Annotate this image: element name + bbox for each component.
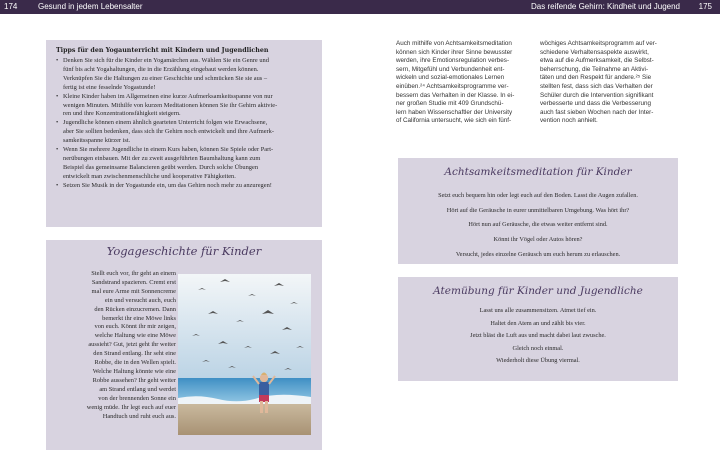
body-column-right	[540, 40, 680, 126]
body-line: werden, ihre Emotionsregulation verbes-	[396, 57, 510, 65]
body-line: können sich Kinder ihrer Sinne bewusster	[396, 48, 513, 56]
meditation-line: Versucht, jedes einzelne Geräusch um euch herum zu erlauschen.	[455, 250, 621, 258]
body-line: auch fast sieben Wochen nach der Inter-	[540, 108, 654, 116]
breathing-title: Atemübung für Kinder und Jugendliche	[433, 285, 643, 297]
tip-item	[56, 93, 314, 120]
tips-box	[46, 40, 322, 227]
body-line: verbesserte und dass die Verbesserung	[540, 100, 651, 108]
body-line: wöchiges Achtsamkeitsprogramm auf ver-	[540, 40, 657, 47]
tip-line: • Denken Sie sich für die Kinder ein Yogamärchen aus. Wählen Sie ein Genre und	[63, 57, 269, 64]
beach-photo-illustration	[178, 274, 311, 435]
tip-line: • Kleine Kinder haben im Allgemeinen eine kurze Aufmerksamkeitsspanne von nur	[63, 92, 273, 100]
body-column-left	[396, 40, 531, 126]
body-line: schiedene Verhaltensaspekte auswirkt,	[540, 48, 649, 56]
breathing-line: Lasst uns alle zusammensitzen. Atmet tief ein.	[479, 307, 597, 314]
tip-line: fünf bis acht Yogahaltungen, die in die Erzählung eingebaut werden können.	[63, 65, 259, 73]
story-line: den Strand entlang. Ihr seht eine	[93, 350, 176, 358]
story-line: Robbe, die in den Wellen spielt.	[94, 359, 176, 367]
story-line: ein und versucht auch, euch	[104, 296, 176, 304]
breathing-line: Jetzt bläst die Luft aus und macht dabei laut zwusche.	[470, 332, 606, 340]
story-line: wenig müde. Ihr legt euch auf euer	[86, 403, 176, 411]
story-line: bemerkt ihr eine Möwe links	[102, 314, 176, 322]
story-box	[46, 240, 322, 450]
story-line: Sandstrand spazieren. Cremt erst	[91, 278, 176, 286]
body-line: bessern das Verhalten in der Klasse. In ei-	[396, 91, 515, 99]
story-line: den Rücken einzucremen. Dann	[94, 305, 176, 313]
meditation-line: Setzt euch bequem hin oder legt euch auf den Boden. Lasst die Augen zufallen.	[438, 192, 638, 199]
story-line: Welche Haltung könnte wie eine	[92, 367, 176, 375]
tip-line: Verknüpfen Sie die Haltungen zu einer Geschichte und schmücken Sie sie aus –	[63, 74, 268, 82]
story-line: Robbe aussehen? Ihr geht weiter	[92, 376, 176, 384]
story-text	[56, 270, 176, 421]
meditation-line: Hört nun auf Geräusche, die etwas weiter entfernt sind.	[468, 221, 608, 229]
tip-line: aber Sie sollten bedenken, dass sich ihr Gehirn noch entwickelt und ihre Aufmerk-	[63, 128, 275, 136]
story-line: Stellt euch vor, ihr geht an einem	[91, 270, 176, 277]
running-header	[0, 0, 720, 14]
page-number-right: 175	[698, 2, 712, 11]
body-line: wickeln und sozial-emotionales Lernen	[396, 74, 505, 82]
tip-line: • Setzen Sie Musik in der Yogastunde ein, um das Gehirn noch mehr zu anzuregen!	[63, 181, 272, 189]
story-line: aussieht? Gut, jetzt geht ihr weiter	[88, 341, 176, 349]
body-line: of California untersucht, wie sich ein fünf-	[396, 117, 512, 125]
breathing-line: Gleich noch einmal.	[512, 344, 564, 352]
meditation-line: Hört auf die Geräusche in eurer unmittelbaren Umgebung. Was hört ihr?	[446, 206, 630, 214]
body-line: stellten fest, dass sich das Verhalten der	[540, 82, 653, 90]
tip-line: fertig ist eine fesselnde Yogastunde!	[63, 83, 156, 91]
body-line: beherrschung, die Teilnahme an Aktivi-	[540, 65, 649, 73]
meditation-text	[398, 189, 678, 263]
page-number-left: 174	[4, 2, 18, 11]
story-line: Handtuch und ruht euch aus.	[102, 412, 176, 420]
running-head-left: Gesund in jedem Lebensalter	[38, 2, 143, 11]
tip-line: wenigen Minuten. Mithilfe von kurzen Meditationen können Sie ihr Gehirn aktivie-	[63, 101, 278, 109]
tip-line: nerübungen einbauen. Mit der zu zweit ausgeführten Baumhaltung kann zum	[63, 154, 261, 162]
tip-line: ren und ihre Konzentrationsfähigkeit steigern.	[63, 110, 181, 118]
body-line: ner großen Studie mit 409 Grundschü-	[396, 100, 504, 108]
body-line: täten und den Respekt für andere.²⁵ Sie	[540, 74, 652, 82]
breathing-box	[398, 277, 678, 381]
story-line: von euch. Könnt ihr mir zeigen,	[94, 323, 176, 331]
meditation-title: Achtsamkeitsmeditation für Kinder	[444, 166, 632, 178]
tip-line: Beispiel das gemeinsame Balancieren geübt werden. Durch solche Übungen	[63, 163, 259, 171]
tip-item	[56, 119, 314, 146]
running-head-right: Das reifende Gehirn: Kindheit und Jugend	[531, 2, 680, 11]
tip-line: • Wenn Sie mehrere Jugendliche in einem Kurs haben, können Sie Spiele oder Part-	[63, 146, 274, 154]
story-line: mal eure Arme mit Sonnencreme	[91, 287, 176, 295]
body-line: vention noch anhielt.	[540, 117, 598, 125]
breathing-text	[398, 305, 678, 368]
tip-line: • Jugendliche können einem ähnlich gearteten Unterricht folgen wie Erwachsene,	[63, 119, 268, 127]
story-title: Yogageschichte für Kinder	[106, 244, 262, 258]
body-line: einüben.²⁴ Achtsamkeitsprogramme ver-	[396, 82, 509, 90]
tip-item	[56, 57, 314, 93]
tip-item	[56, 146, 314, 182]
breathing-line: Wiederholt diese Übung viermal.	[496, 357, 580, 365]
meditation-line: Könnt ihr Vögel oder Autos hören?	[493, 236, 583, 244]
story-line: am Strand entlang und werdet	[99, 385, 176, 393]
story-line: welche Haltung wie eine Möwe	[94, 332, 176, 340]
tip-line: samkeitsspanne kürzer ist.	[63, 137, 131, 145]
body-line: etwa auf die Aufmerksamkeit, die Selbst-	[540, 57, 654, 65]
meditation-box	[398, 158, 678, 264]
body-line: Schüler durch die Intervention signifikant	[540, 91, 654, 99]
body-line: Auch mithilfe von Achtsamkeitsmeditation	[396, 40, 512, 47]
tips-title: Tipps für den Yogaunterricht mit Kindern und Jugendlichen	[56, 47, 269, 54]
body-line: sern, Mitgefühl und Verbundenheit ent-	[396, 65, 505, 73]
tips-list	[56, 57, 314, 191]
tip-item	[56, 182, 314, 191]
story-line: von der brennenden Sonne ein	[98, 394, 176, 402]
tip-line: entwickelt man zwischenmenschliche und kooperative Fähigkeiten.	[63, 172, 236, 180]
breathing-line: Haltet den Atem an und zählt bis vier.	[490, 319, 586, 327]
beach-photo	[178, 274, 311, 435]
body-line: lern haben Wissenschaftler der University	[396, 108, 513, 116]
